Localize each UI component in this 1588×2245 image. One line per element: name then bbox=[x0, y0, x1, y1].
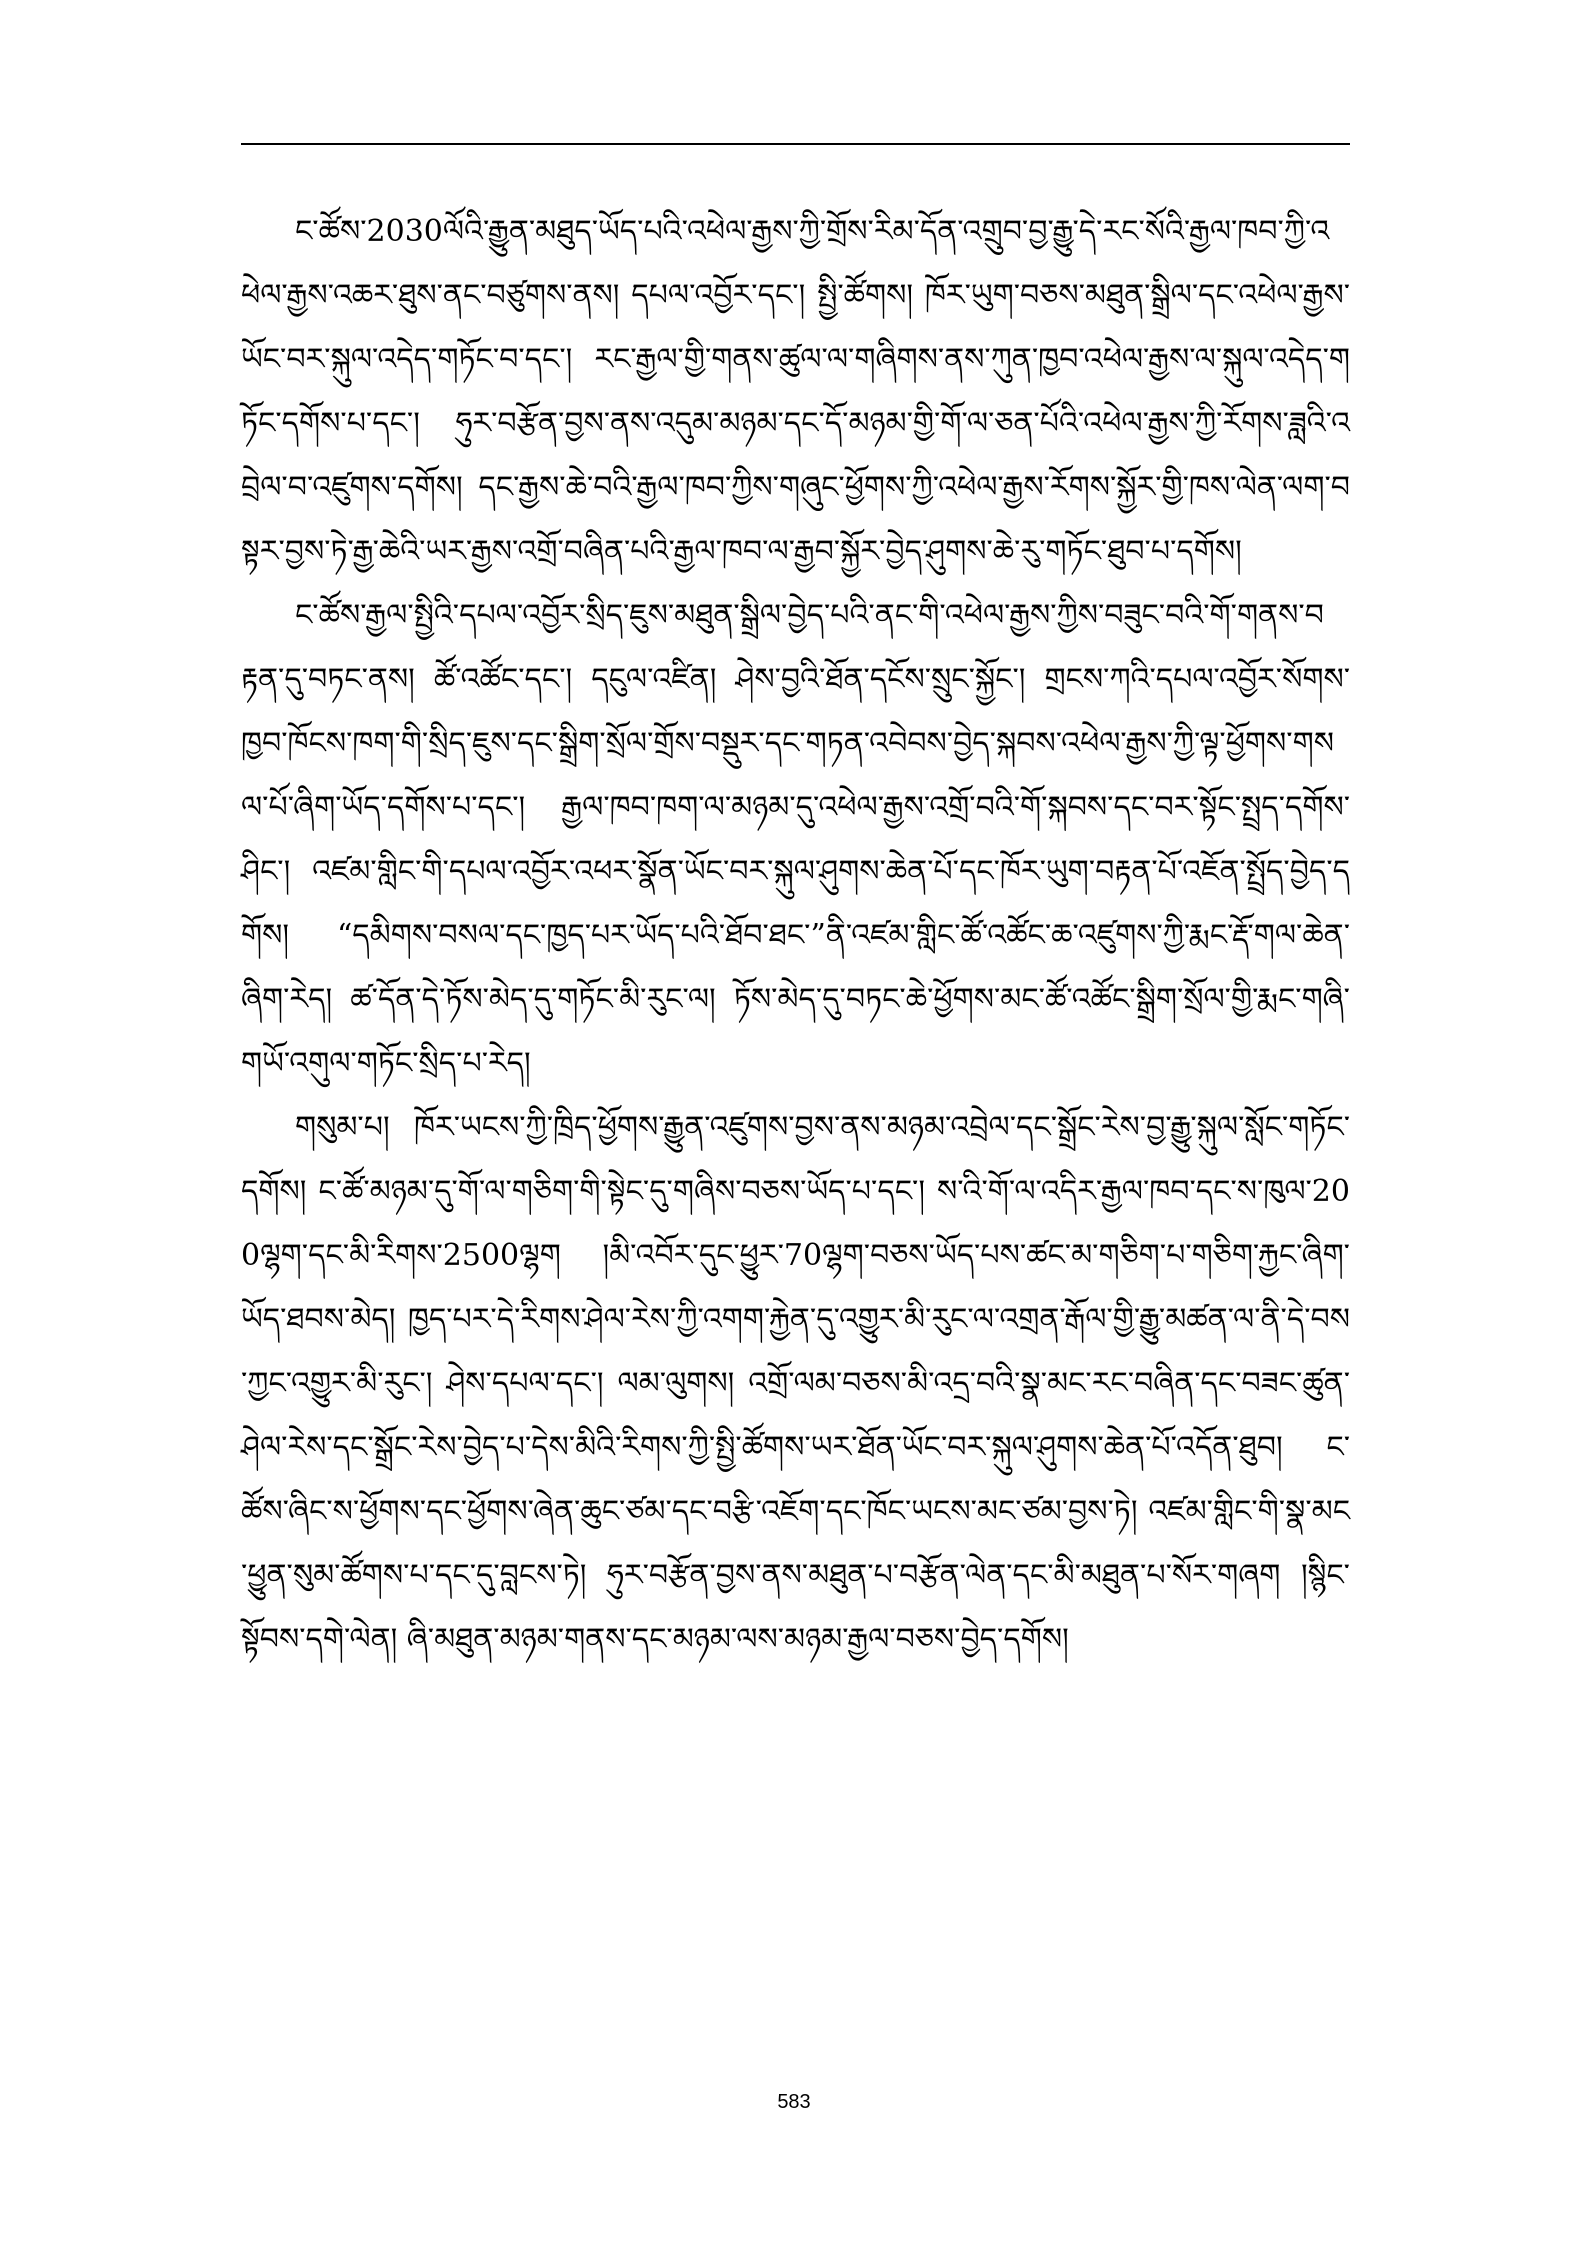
header-rule bbox=[241, 143, 1350, 145]
paragraph-2: ང་ཚོས་རྒྱལ་སྤྱིའི་དཔལ་འབྱོར་སྲིད་ཇུས་མཐུན་སྒྲིལ་བྱེད་པའི་ནང་གི་འཕེལ་རྒྱས་ཀྱིས་བཟུང་བའི་གོ་གནས་བརྟན་དུ་བཏང་ནས། ཚོ་འཚོང་དང་། དངུལ་འཛིན། ཤེས་བྱའི་ཐོན་དངོས་སྲུང་སྐྱོང་། གྲངས་ཀའི་དཔལ་འབྱོར་སོགས་ཁྱབ་ཁོངས་ཁག་གི་སྲིད་ཇུས་དང་སྒྲིག་སྲོལ་གྲོས་བསྡུར་དང་གཏན་འབེབས་བྱེད་སྐབས་འཕེལ་རྒྱས་ཀྱི་ལྟ་ཕྱོགས་གསལ་པོ་ཞིག་ཡོད་དགོས་པ་དང་། རྒྱལ་ཁབ་ཁག་ལ་མཉམ་དུ་འཕེལ་རྒྱས་འགྲོ་བའི་གོ་སྐབས་དང་བར་སྟོང་སྤྲད་དགོས་ཤིང་། འཛམ་གླིང་གི་དཔལ་འབྱོར་འཕར་སྣོན་ཡོང་བར་སྐུལ་ཤུགས་ཆེན་པོ་དང་ཁོར་ཡུག་བརྟན་པོ་འཇོན་སྤྲོད་བྱེད་དགོས། “དམིགས་བསལ་དང་ཁྱད་པར་ཡོད་པའི་ཐོབ་ཐང་”ནི་འཛམ་གླིང་ཚོ་འཚོང་ཆ་འཛུགས་ཀྱི་རྨང་རྡོ་གལ་ཆེན་ཞིག་རེད། ཚ་དོན་དེ་ཏོས་མེད་དུ་གཏོང་མི་རུང་ལ། ཏོས་མེད་དུ་བཏང་ཆེ་ཕྱོགས་མང་ཚོ་འཚོང་སྒྲིག་སྲོལ་གྱི་རྨང་གཞི་གཡོ་འགུལ་གཏོང་སྲིད་པ་རེད། bbox=[241, 598, 1350, 1081]
paragraph-3: གསུམ་པ། ཁོར་ཡངས་ཀྱི་ཁྲིད་ཕྱོགས་རྒྱུན་འཛུགས་བྱས་ནས་མཉམ་འབྲེལ་དང་སྒྲོང་རེས་བྱ་རྒྱུ་སྐུལ་སློང་གཏོང་དགོས། ང་ཚོ་མཉམ་དུ་གོ་ལ་གཅིག་གི་སྟེང་དུ་གཞིས་བཅས་ཡོད་པ་དང་། ས་འི་གོ་ལ་འདིར་རྒྱལ་ཁབ་དང་ས་ཁུལ་200ལྷག་དང་མི་རིགས་2500ལྷག །མི་འབོར་དུང་ཕྱུར་70ལྷག་བཅས་ཡོད་པས་ཚང་མ་གཅིག་པ་གཅིག་རྐྱང་ཞིག་ཡོད་ཐབས་མེད། ཁྱད་པར་དེ་རིགས་ཤེལ་རེས་ཀྱི་འགག་རྐྱེན་དུ་འགྱུར་མི་རུང་ལ་འགྲན་རྒོལ་གྱི་རྒྱུ་མཚན་ལ་ནི་དེ་བས་ཀྱང་འགྱུར་མི་རུང་། ཤེས་དཔལ་དང་། ལམ་ལུགས། འགྲོ་ལམ་བཅས་མི་འདྲ་བའི་སྣ་མང་རང་བཞིན་དང་བཟང་ཚུན་ཤེལ་རེས་དང་སྒྲོང་རེས་བྱེད་པ་དེས་མིའི་རིགས་ཀྱི་སྤྱི་ཚོགས་ཡར་ཐོན་ཡོང་བར་སྐུལ་ཤུགས་ཆེན་པོ་འདོན་ཐུབ། ང་ཚོས་ཞིང་ས་ཕྱོགས་དང་ཕྱོགས་ཞེན་ཆུང་ཙམ་དང་བརྩི་འཇོག་དང་ཁོང་ཡངས་མང་ཙམ་བྱས་ཏེ། འཛམ་གླིང་གི་སྣ་མང་ཕྱུན་སུམ་ཚོགས་པ་དང་དུ་བླངས་ཏེ། ཧུར་བརྩོན་བྱས་ནས་མཐུན་པ་བརྩོན་ལེན་དང་མི་མཐུན་པ་སོར་གཞག །སྙིང་སྟོབས་དགེ་ལེན། ཞི་མཐུན་མཉམ་གནས་དང་མཉམ་ལས་མཉམ་རྒྱལ་བཅས་བྱེད་དགོས། bbox=[241, 1110, 1350, 1657]
body-text bbox=[241, 200, 1350, 1672]
page-number: 583 bbox=[777, 2091, 811, 2113]
paragraph-1: ང་ཚོས་2030ལོའི་རྒྱུན་མཐུད་ཡོད་པའི་འཕེལ་རྒྱས་ཀྱི་གྲོས་རིམ་དོན་འགྲུབ་བྱ་རྒྱུ་དེ་རང་སོའི་རྒྱལ་ཁབ་ཀྱི་འཕེལ་རྒྱས་འཆར་ཐུས་ནང་བཙུགས་ནས། དཔལ་འབྱོར་དང་། སྤྱི་ཚོགས། ཁོར་ཡུག་བཅས་མཐུན་སྒྲིལ་དང་འཕེལ་རྒྱས་ཡོང་བར་སྐུལ་འདེད་གཏོང་བ་དང་། རང་རྒྱལ་གྱི་གནས་ཚུལ་ལ་གཞིགས་ནས་ཀུན་ཁྱབ་འཕེལ་རྒྱས་ལ་སྐུལ་འདེད་གཏོང་དགོས་པ་དང་། ཧུར་བརྩོན་བྱས་ནས་འདུམ་མཉམ་དང་དོ་མཉམ་གྱི་གོ་ལ་ཅན་པོའི་འཕེལ་རྒྱས་ཀྱི་རོགས་ཟླའི་འབྲེལ་བ་འཛུགས་དགོས། དང་རྒྱས་ཆེ་བའི་རྒྱལ་ཁབ་ཀྱིས་གཞུང་ཕྱོགས་ཀྱི་འཕེལ་རྒྱས་རོགས་སྐྱོར་གྱི་ཁས་ལེན་ལག་བསྟར་བྱས་ཏེ་རྒྱ་ཆེའི་ཡར་རྒྱས་འགྲོ་བཞིན་པའི་རྒྱལ་ཁབ་ལ་རྒྱབ་སྐྱོར་བྱེད་ཤུགས་ཆེ་རུ་གཏོང་ཐུབ་པ་དགོས། bbox=[241, 214, 1350, 569]
